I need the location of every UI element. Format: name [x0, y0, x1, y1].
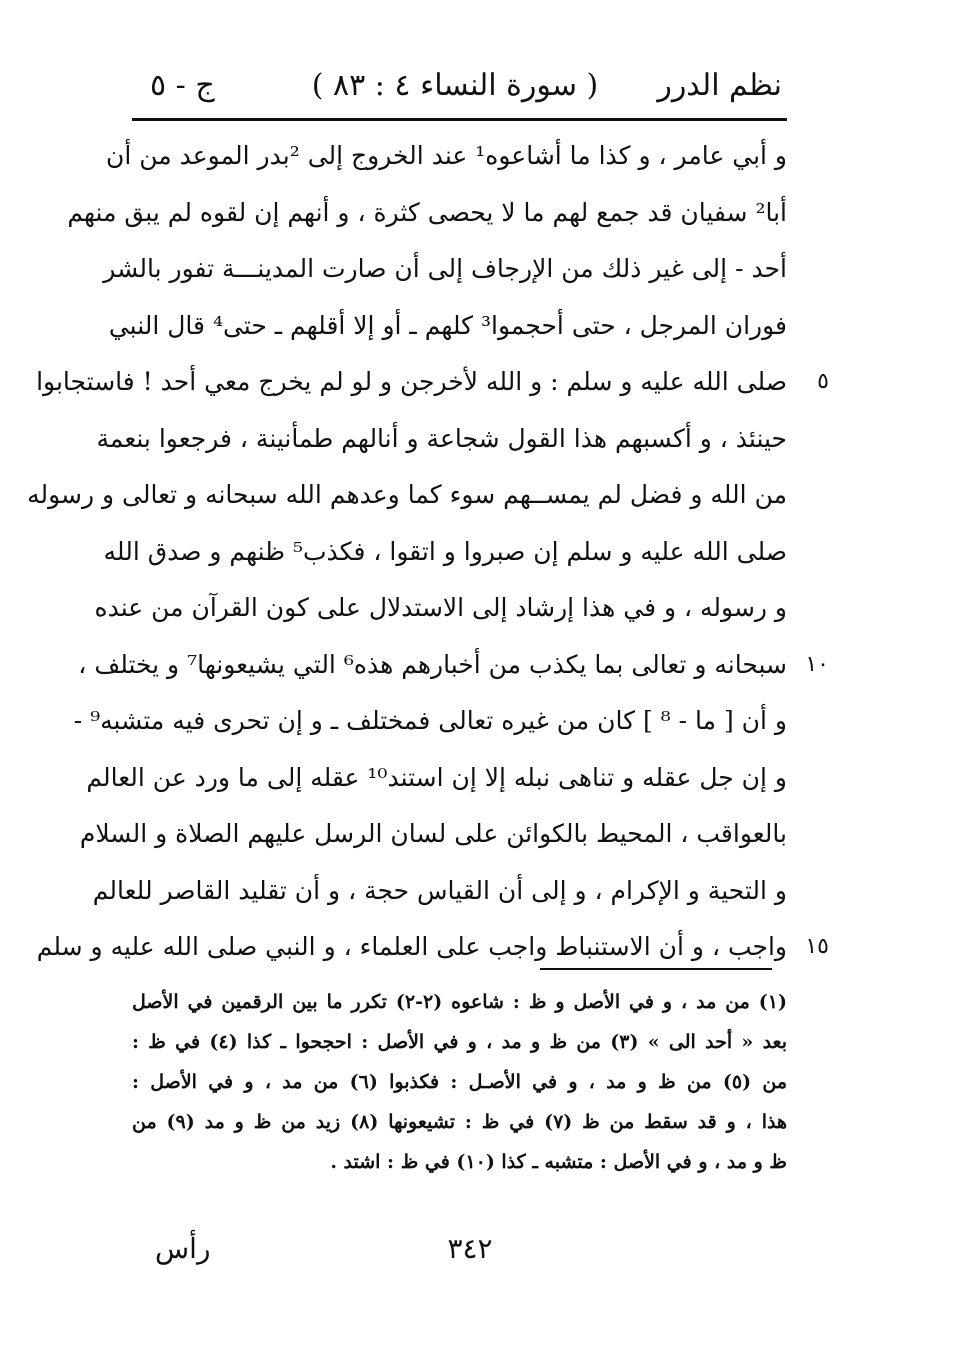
line-number: ٥ [817, 369, 829, 394]
text-line: و أن [ ما - ⁸ ] كان من غيره تعالى فمختلف ـ و إن تحرى فيه متشبه⁹ - [73, 706, 787, 735]
main-text [27, 128, 829, 976]
line-number: ١٥ [805, 934, 829, 959]
text-line: حينئذ ، و أكسبهم هذا القول شجاعة و أنالهم طمأنينة ، فرجعوا بنعمة [96, 423, 787, 453]
text-line: صلى الله عليه و سلم إن صبروا و اتقوا ، فكذب⁵ ظنهم و صدق الله [103, 536, 787, 566]
text-line: و إن جل عقله و تناهى نبله إلا إن استند¹⁰ عقله إلى ما ورد عن العالم [86, 762, 787, 792]
text-line: بالعواقب ، المحيط بالكوائن على لسان الرسل عليهم الصلاة و السلام [79, 819, 787, 848]
text-line: صلى الله عليه و سلم : و الله لأخرجن و لو لم يخرج معي أحد ! فاستجابوا ٥ [132, 354, 787, 411]
header-rule [132, 118, 787, 121]
text-line: سبحانه و تعالى بما يكذب من أخبارهم هذه⁶ التي يشيعونها⁷ و يختلف ، ١٠ [132, 637, 787, 694]
surah-reference: ( سورة النساء ٤ : ٨٣ ) [311, 68, 599, 103]
text-line: واجب ، و أن الاستنباط واجب على العلماء ، و النبي صلى الله عليه و سلم ١٥ [132, 919, 787, 976]
text-line: و أبي عامر ، و كذا ما أشاعوه¹ عند الخروج إلى ²بدر الموعد من أن [106, 141, 787, 170]
text-line: من الله و فضل لم يمســهم سوء كما وعدهم الله سبحانه و تعالى و رسوله [27, 480, 787, 509]
line-number: ١٠ [805, 651, 829, 677]
page-number: ٣٤٢ [447, 1232, 493, 1265]
text-line: فوران المرجل ، حتى أحجموا³ كلهم ـ أو إلا أقلهم ـ حتى⁴ قال النبي [108, 310, 787, 340]
text-line: و التحية و الإكرام ، و إلى أن القياس حجة ، و أن تقليد القاصر للعالم [92, 875, 787, 905]
text-line: و رسوله ، و في هذا إرشاد إلى الاستدلال على كون القرآن من عنده [94, 593, 787, 622]
text-line: أحد - إلى غير ذلك من الإرجاف إلى أن صارت المدينـــة تفور بالشر [103, 254, 787, 283]
footnote-line: من (٥) من ظ و مد ، و في الأصـل : فكذبوا (٦) من مد ، و في الأصل : [132, 1071, 787, 1093]
footnote-rule [540, 968, 772, 970]
text-line: أبا² سفيان قد جمع لهم ما لا يحصى كثرة ، و أنهم إن لقوه لم يبق منهم [67, 197, 787, 227]
footnote-line: (١) من مد ، و في الأصل و ظ : شاعوه (٢-٢) تكرر ما بين الرقمين في الأصل [132, 991, 787, 1013]
book-title: نظم الدرر [657, 68, 782, 103]
footnote-line: هذا ، و قد سقط من ظ (٧) في ظ : تشيعونها (٨) زيد من ظ و مد (٩) من [132, 1111, 787, 1133]
running-header [110, 60, 800, 110]
catchword: رأس [155, 1232, 211, 1265]
footnotes [132, 982, 787, 1182]
volume-number: ج - ٥ [150, 68, 215, 103]
footnote-line: ظ و مد ، و في الأصل : متشبه ـ كذا (١٠) في ظ : اشتد . [330, 1151, 787, 1173]
footnote-line: بعد « أحد الى » (٣) من ظ و مد ، و في الأصل : احجحوا ـ كذا (٤) في ظ : [132, 1031, 787, 1053]
